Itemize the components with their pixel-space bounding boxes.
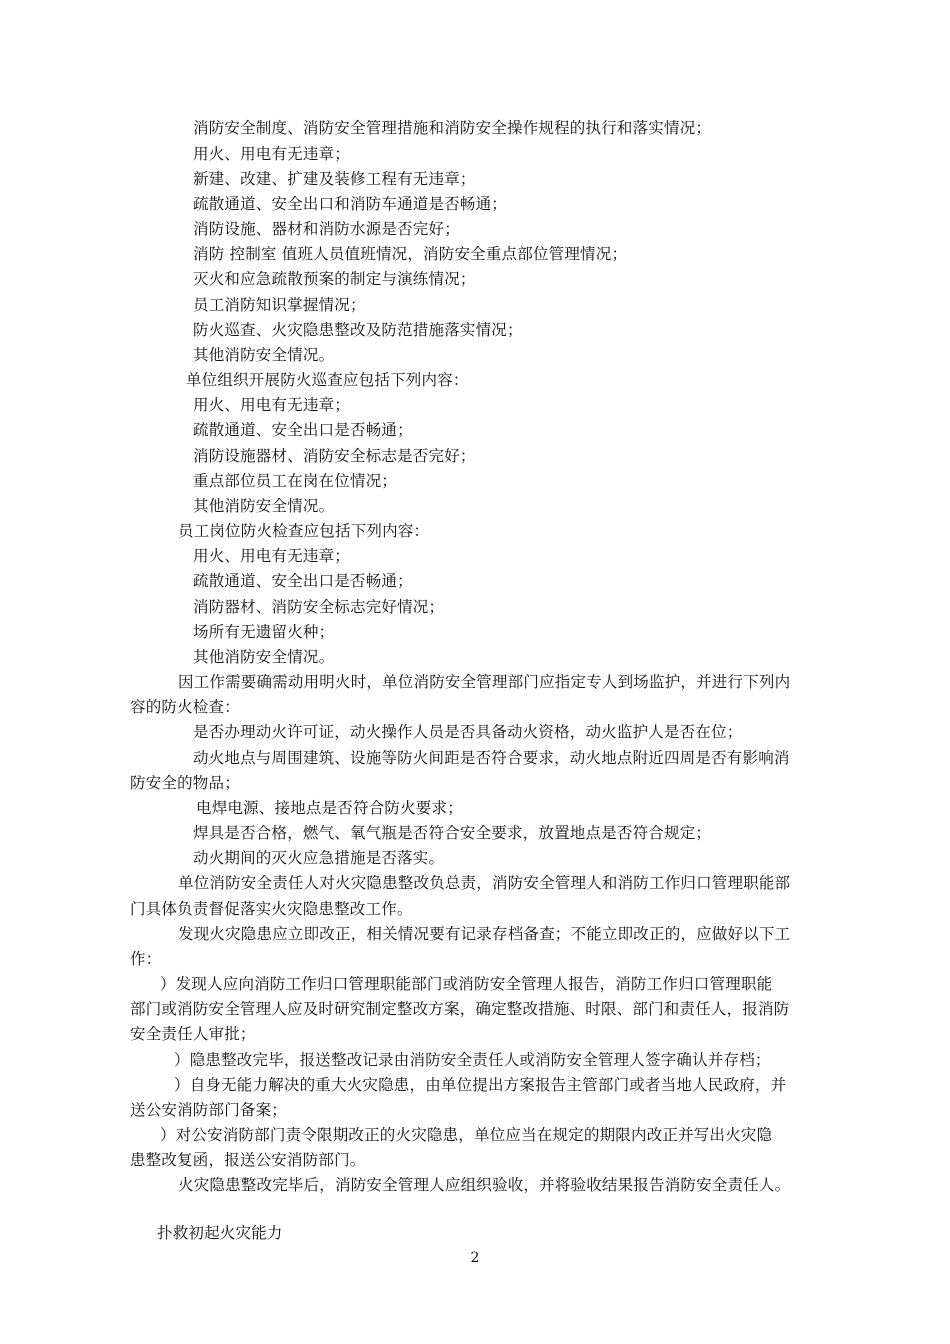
text-line: ）自身无能力解决的重大火灾隐患，由单位提出方案报告主管部门或者当地人民政府，并: [174, 1076, 787, 1094]
text-line: 用火、用电有无违章；: [193, 145, 351, 163]
text-line: 容的防火检查：: [130, 698, 240, 716]
text-line: 火灾隐患整改完毕后，消防安全管理人应组织验收，并将验收结果报告消防安全责任人。: [178, 1176, 791, 1194]
text-line: 消防器材、消防安全标志完好情况；: [193, 598, 445, 616]
text-line: 患整改复函，报送公安消防部门。: [130, 1151, 366, 1169]
text-line: ）对公安消防部门责令限期改正的火灾隐患，单位应当在规定的期限内改正并写出火灾隐: [160, 1126, 773, 1144]
text-line: 因工作需要确需动用明火时，单位消防安全管理部门应指定专人到场监护，并进行下列内: [178, 673, 791, 691]
text-line: ）发现人应向消防工作归口管理职能部门或消防安全管理人报告，消防工作归口管理职能: [160, 975, 773, 993]
text-line: 是否办理动火许可证，动火操作人员是否具备动火资格，动火监护人是否在位；: [193, 723, 743, 741]
text-line: 疏散通道、安全出口是否畅通；: [193, 572, 413, 590]
text-line: 安全责任人审批；: [130, 1025, 256, 1043]
text-line: 场所有无遗留火种；: [193, 623, 335, 641]
text-line: 消防设施、器材和消防水源是否完好；: [193, 220, 460, 238]
text-line: 员工消防知识掌握情况；: [193, 296, 366, 314]
text-line: 防安全的物品；: [130, 774, 240, 792]
text-line: 消防安全制度、消防安全管理措施和消防安全操作规程的执行和落实情况；: [193, 119, 712, 137]
text-line: 其他消防安全情况。: [193, 346, 335, 364]
text-line: ）隐患整改完毕，报送整改记录由消防安全责任人或消防安全管理人签字确认并存档；: [174, 1051, 771, 1069]
text-line: 焊具是否合格，燃气、氧气瓶是否符合安全要求，放置地点是否符合规定；: [193, 824, 712, 842]
text-line: 用火、用电有无违章；: [193, 547, 351, 565]
text-line: 动火地点与周围建筑、设施等防火间距是否符合要求，动火地点附近四周是否有影响消: [193, 749, 790, 767]
text-line: 疏散通道、安全出口是否畅通；: [193, 421, 413, 439]
text-line: 员工岗位防火检查应包括下列内容：: [178, 522, 430, 540]
text-line: 新建、改建、扩建及装修工程有无违章；: [193, 170, 476, 188]
text-line: 灭火和应急疏散预案的制定与演练情况；: [193, 270, 476, 288]
text-line: 防火巡查、火灾隐患整改及防范措施落实情况；: [193, 321, 523, 339]
text-line: 门具体负责督促落实火灾隐患整改工作。: [130, 900, 413, 918]
text-line: 动火期间的灭火应急措施是否落实。: [193, 849, 445, 867]
text-line: 其他消防安全情况。: [193, 648, 335, 666]
text-line: 其他消防安全情况。: [193, 497, 335, 515]
section-heading: 扑救初起火灾能力: [157, 1224, 283, 1242]
text-line: 消防设施器材、消防安全标志是否完好；: [193, 447, 476, 465]
text-line: 作：: [130, 950, 162, 968]
page-number: 2: [470, 1250, 480, 1266]
text-line: 发现火灾隐患应立即改正，相关情况要有记录存档备查；不能立即改正的，应做好以下工: [178, 925, 791, 943]
text-line: 电焊电源、接地点是否符合防火要求；: [196, 799, 463, 817]
text-line: 消防 控制室 值班人员值班情况，消防安全重点部位管理情况；: [193, 245, 628, 263]
text-line: 部门或消防安全管理人应及时研究制定整改方案，确定整改措施、时限、部门和责任人，报消防: [130, 1000, 790, 1018]
text-line: 单位消防安全责任人对火灾隐患整改负总责，消防安全管理人和消防工作归口管理职能部: [178, 874, 791, 892]
text-line: 疏散通道、安全出口和消防车通道是否畅通；: [193, 195, 508, 213]
text-line: 用火、用电有无违章；: [193, 396, 351, 414]
text-line: 重点部位员工在岗在位情况；: [193, 472, 398, 490]
text-line: 送公安消防部门备案；: [130, 1101, 288, 1119]
text-line: 单位组织开展防火巡查应包括下列内容：: [186, 371, 469, 389]
